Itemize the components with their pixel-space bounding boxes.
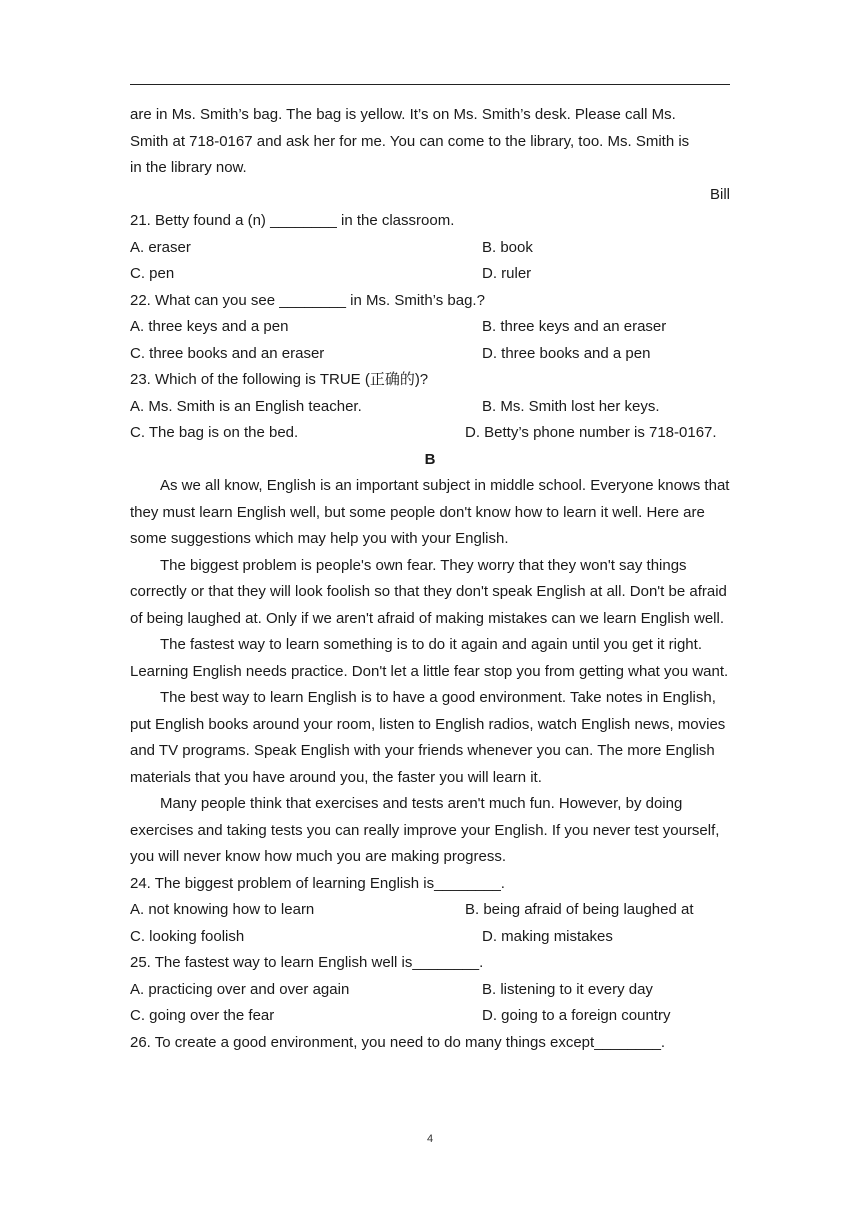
question-24 bbox=[130, 871, 730, 951]
paragraph: The best way to learn English is to have a good environment. Take notes in English, put English books around your room, listen to English radios, watch English news, movies and TV programs. Speak English with your friends whenever you can. The more English materials that you have around you, the faster you will learn it. bbox=[130, 689, 726, 786]
passage-b bbox=[130, 473, 730, 871]
option-c: C. going over the fear bbox=[130, 1007, 275, 1024]
paragraph: The biggest problem is people's own fear. They worry that they won't say things correctly or that they will look foolish so that they don't speak English at all. Don't be afraid of being laughed at. Only if we aren't afraid of making mistakes can we learn English well. bbox=[130, 556, 727, 627]
options-row bbox=[130, 1003, 730, 1030]
question-21 bbox=[130, 208, 730, 288]
paragraph: As we all know, English is an important subject in middle school. Everyone knows that they must learn English well, but some people don't know how to learn it well. Here are some suggestions which may help you with your English. bbox=[130, 477, 730, 547]
paragraph: The fastest way to learn something is to do it again and again until you get it right. Learning English needs practice. Don't let a little fear stop you from getting what you want. bbox=[130, 636, 729, 680]
option-b: B. three keys and an eraser bbox=[482, 318, 667, 335]
option-c: C. three books and an eraser bbox=[130, 344, 325, 362]
options-row bbox=[130, 897, 730, 924]
options-row bbox=[130, 314, 730, 341]
question-22 bbox=[130, 288, 730, 368]
question-stem: 22. What can you see ________ in Ms. Smith’s bag.? bbox=[130, 291, 485, 309]
option-a: A. practicing over and over again bbox=[130, 980, 350, 998]
option-c: C. The bag is on the bed. bbox=[130, 424, 299, 441]
option-b: B. listening to it every day bbox=[482, 980, 653, 998]
passage-a-ending bbox=[130, 102, 730, 208]
option-a: A. eraser bbox=[130, 238, 191, 256]
options-row bbox=[130, 924, 730, 951]
option-c: C. looking foolish bbox=[130, 927, 245, 945]
page-content bbox=[130, 102, 730, 1056]
option-a: A. Ms. Smith is an English teacher. bbox=[130, 397, 362, 415]
option-b: B. being afraid of being laughed at bbox=[465, 901, 694, 918]
page-number: 4 bbox=[426, 1133, 434, 1145]
text-line: Smith at 718-0167 and ask her for me. You can come to the library, too. Ms. Smith is bbox=[130, 132, 690, 150]
text-line: are in Ms. Smith’s bag. The bag is yellow. It’s on Ms. Smith’s desk. Please call Ms. bbox=[130, 106, 676, 123]
question-stem: 23. Which of the following is TRUE (正确的)? bbox=[130, 371, 429, 388]
option-d: D. making mistakes bbox=[482, 927, 613, 945]
question-stem: 24. The biggest problem of learning English is________. bbox=[130, 874, 505, 892]
options-row bbox=[130, 394, 730, 421]
options-row bbox=[130, 261, 730, 288]
question-23 bbox=[130, 367, 730, 447]
option-b: B. Ms. Smith lost her keys. bbox=[482, 397, 660, 415]
option-a: A. not knowing how to learn bbox=[130, 901, 315, 918]
options-row bbox=[130, 420, 730, 447]
option-d: D. Betty’s phone number is 718-0167. bbox=[465, 424, 717, 441]
option-d: D. three books and a pen bbox=[482, 344, 651, 362]
paragraph: Many people think that exercises and tests aren't much fun. However, by doing exercises and taking tests you can really improve your English. If you never test yourself, you will never know how much you are making progress. bbox=[130, 795, 720, 865]
option-c: C. pen bbox=[130, 265, 175, 282]
header-rule bbox=[130, 84, 730, 85]
question-26 bbox=[130, 1030, 730, 1057]
options-row bbox=[130, 235, 730, 262]
option-d: D. going to a foreign country bbox=[482, 1007, 671, 1024]
question-25 bbox=[130, 950, 730, 1030]
question-stem: 21. Betty found a (n) ________ in the classroom. bbox=[130, 212, 455, 229]
option-d: D. ruler bbox=[482, 265, 532, 282]
question-stem: 25. The fastest way to learn English well is________. bbox=[130, 954, 484, 971]
option-b: B. book bbox=[482, 238, 533, 256]
text-line: in the library now. bbox=[130, 159, 247, 176]
signature: Bill bbox=[709, 185, 730, 203]
section-b-title: B bbox=[424, 450, 436, 468]
question-stem: 26. To create a good environment, you need to do many things except________. bbox=[130, 1033, 666, 1051]
options-row bbox=[130, 341, 730, 368]
option-a: A. three keys and a pen bbox=[130, 318, 289, 335]
options-row bbox=[130, 977, 730, 1004]
